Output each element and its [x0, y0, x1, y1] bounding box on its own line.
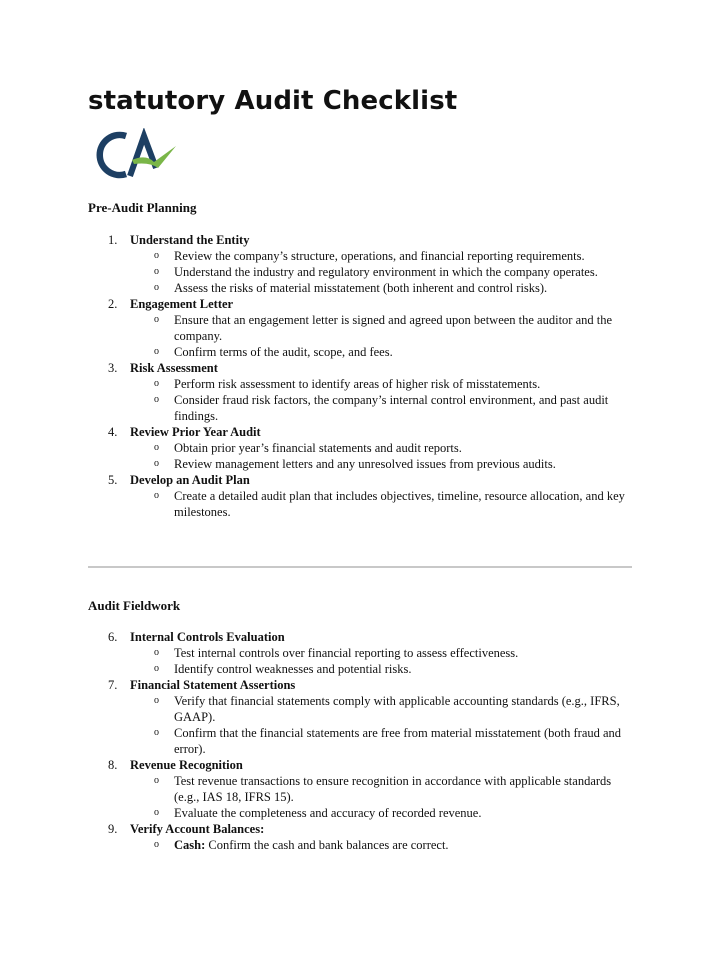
sub-item-body: Ensure that an engagement letter is signed and agreed upon between the auditor and the company.: [174, 313, 613, 343]
sub-item-text: [174, 725, 638, 757]
sub-item-text: [174, 456, 638, 472]
sub-item-text: [174, 661, 638, 677]
item-number: 5.: [108, 473, 118, 487]
hollow-bullet-icon: o: [154, 314, 159, 325]
item-number: 8.: [108, 758, 118, 772]
item-title-risk-assessment: Risk Assessment: [130, 361, 218, 375]
hollow-bullet-icon: o: [154, 839, 159, 850]
hollow-bullet-icon: o: [154, 647, 159, 658]
item-number: 1.: [108, 233, 118, 247]
sub-item-body: Verify that financial statements comply with applicable accounting standards (e.g., IFRS, GAAP).: [174, 694, 620, 724]
hollow-bullet-icon: o: [154, 250, 159, 261]
sub-item-body: Review management letters and any unresolved issues from previous audits.: [174, 457, 556, 471]
sub-bullet-item: [108, 773, 638, 805]
sub-bullet-item: [108, 440, 638, 456]
sub-item-body: Test revenue transactions to ensure recognition in accordance with applicable standards (e.g., IAS 18, IFRS 15).: [174, 774, 612, 804]
checklist-item-heading: [108, 677, 638, 693]
sub-item-body: Identify control weaknesses and potential risks.: [174, 662, 412, 676]
sub-item-body: Confirm the cash and bank balances are correct.: [205, 838, 449, 852]
checklist-item: [108, 296, 638, 360]
sub-bullet-item: [108, 392, 638, 424]
item-number: 4.: [108, 425, 118, 439]
sub-item-text: [174, 773, 638, 805]
sub-item-text: [174, 693, 638, 725]
document-title: statutory Audit Checklist: [88, 86, 458, 116]
checklist-item: [108, 424, 638, 472]
sub-bullet-item: [108, 645, 638, 661]
sub-bullet-item: [108, 725, 638, 757]
item-number: 3.: [108, 361, 118, 375]
checklist-item: [108, 629, 638, 677]
audit-fieldwork-list: [108, 629, 638, 853]
sub-bullet-item: [108, 312, 638, 344]
checklist-item: [108, 677, 638, 757]
item-number: 2.: [108, 297, 118, 311]
sub-item-body: Test internal controls over financial reporting to assess effectiveness.: [174, 646, 519, 660]
sub-bullet-item: [108, 248, 638, 264]
checklist-item-heading: [108, 360, 638, 376]
sub-item-text: [174, 392, 638, 424]
sub-item-text: [174, 837, 638, 853]
sub-item-bold-label: Cash:: [174, 838, 206, 852]
hollow-bullet-icon: o: [154, 266, 159, 277]
item-title-review-prior-year-audit: Review Prior Year Audit: [130, 425, 261, 439]
sub-item-body: Consider fraud risk factors, the company’s internal control environment, and past audit findings.: [174, 393, 609, 423]
checklist-item: [108, 232, 638, 296]
hollow-bullet-icon: o: [154, 346, 159, 357]
sub-bullet-item: [108, 837, 638, 853]
item-title-revenue-recognition: Revenue Recognition: [130, 758, 243, 772]
sub-bullet-item: [108, 456, 638, 472]
checklist-item-heading: [108, 757, 638, 773]
hollow-bullet-icon: o: [154, 727, 159, 738]
hollow-bullet-icon: o: [154, 458, 159, 469]
checklist-item-heading: [108, 232, 638, 248]
checklist-item-heading: [108, 629, 638, 645]
item-number: 9.: [108, 822, 118, 836]
hollow-bullet-icon: o: [154, 807, 159, 818]
sub-item-body: Obtain prior year’s financial statements and audit reports.: [174, 441, 462, 455]
sub-bullet-item: [108, 264, 638, 280]
sub-item-body: Create a detailed audit plan that includes objectives, timeline, resource allocation, and key milestones.: [174, 489, 625, 519]
hollow-bullet-icon: o: [154, 378, 159, 389]
hollow-bullet-icon: o: [154, 490, 159, 501]
sub-bullet-item: [108, 376, 638, 392]
checklist-item: [108, 472, 638, 520]
sub-item-text: [174, 248, 638, 264]
item-number: 7.: [108, 678, 118, 692]
hollow-bullet-icon: o: [154, 663, 159, 674]
sub-item-body: Review the company’s structure, operations, and financial reporting requirements.: [174, 249, 585, 263]
sub-item-body: Understand the industry and regulatory environment in which the company operates.: [174, 265, 598, 279]
ca-logo-graphic: [92, 128, 184, 182]
checklist-item: [108, 821, 638, 853]
checklist-item-heading: [108, 472, 638, 488]
sub-bullet-item: [108, 661, 638, 677]
sub-bullet-item: [108, 280, 638, 296]
hollow-bullet-icon: o: [154, 282, 159, 293]
hollow-bullet-icon: o: [154, 394, 159, 405]
checklist-item-heading: [108, 424, 638, 440]
item-title-understand-the-entity: Understand the Entity: [130, 233, 250, 247]
checklist-item: [108, 757, 638, 821]
sub-item-text: [174, 376, 638, 392]
section-heading-audit-fieldwork: Audit Fieldwork: [88, 598, 181, 613]
checklist-item: [108, 360, 638, 424]
checklist-item-heading: [108, 296, 638, 312]
item-title-financial-statement-assertions: Financial Statement Assertions: [130, 678, 296, 692]
sub-item-text: [174, 440, 638, 456]
section-divider: [88, 566, 632, 568]
ca-logo: [92, 128, 184, 182]
sub-bullet-item: [108, 693, 638, 725]
sub-bullet-item: [108, 344, 638, 360]
item-title-develop-an-audit-plan: Develop an Audit Plan: [130, 473, 250, 487]
hollow-bullet-icon: o: [154, 775, 159, 786]
item-number: 6.: [108, 630, 118, 644]
sub-item-body: Assess the risks of material misstatement (both inherent and control risks).: [174, 281, 548, 295]
item-title-internal-controls-evaluation: Internal Controls Evaluation: [130, 630, 285, 644]
sub-item-text: [174, 280, 638, 296]
hollow-bullet-icon: o: [154, 442, 159, 453]
sub-item-text: [174, 645, 638, 661]
sub-item-body: Evaluate the completeness and accuracy of recorded revenue.: [174, 806, 482, 820]
sub-item-text: [174, 488, 638, 520]
checklist-item-heading: [108, 821, 638, 837]
item-title-verify-account-balances: Verify Account Balances:: [130, 822, 265, 836]
sub-item-body: Confirm that the financial statements are free from material misstatement (both fraud and error).: [174, 726, 622, 756]
sub-item-text: [174, 312, 638, 344]
sub-item-body: Perform risk assessment to identify areas of higher risk of misstatements.: [174, 377, 541, 391]
sub-item-text: [174, 805, 638, 821]
sub-bullet-item: [108, 805, 638, 821]
hollow-bullet-icon: o: [154, 695, 159, 706]
pre-audit-planning-list: [108, 232, 638, 520]
sub-item-body: Confirm terms of the audit, scope, and fees.: [174, 345, 393, 359]
section-heading-pre-audit-planning: Pre-Audit Planning: [88, 200, 197, 215]
sub-bullet-item: [108, 488, 638, 520]
sub-item-text: [174, 344, 638, 360]
sub-item-text: [174, 264, 638, 280]
item-title-engagement-letter: Engagement Letter: [130, 297, 234, 311]
